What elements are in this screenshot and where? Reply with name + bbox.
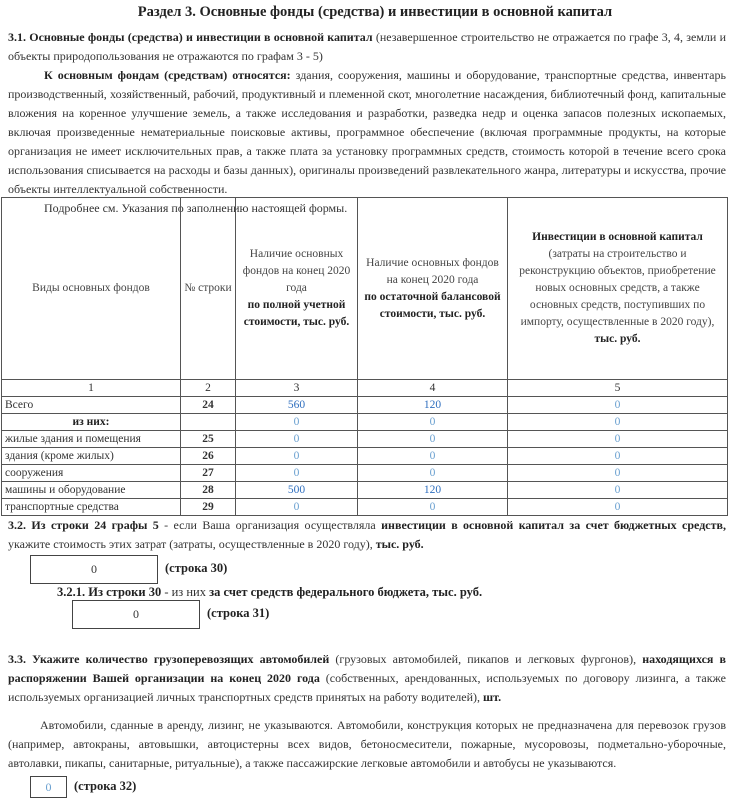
header-unit: тыс. руб. [594,333,641,345]
investments-cell[interactable]: 0 [508,482,728,499]
header-bold: по полной учетной стоимости, тыс. руб. [243,299,350,328]
s33-unit: шт. [480,690,502,704]
full-cost-cell[interactable]: 560 [236,397,358,414]
section-3-1-heading [8,28,726,66]
investments-cell[interactable]: 0 [508,499,728,516]
line-32-input[interactable]: 0 [30,776,67,798]
full-cost-cell[interactable]: 0 [236,465,358,482]
header-investments [508,198,728,380]
line-number-cell: 26 [181,448,236,465]
s321-bold: 3.2.1. Из строки 30 [57,585,162,599]
residual-cost-cell[interactable]: 0 [358,448,508,465]
line-32-label: (строка 32) [74,779,137,793]
s33-text: (собственных, арендованных, используемых по договору лизинга, а также используемых организацией личных транспортных средств принятых на работу водителей), [8,671,727,704]
col-number: 3 [236,380,358,397]
table-row [2,414,728,431]
section-title: Раздел 3. Основные фонды (средства) и инвестиции в основной капитал [137,4,613,20]
residual-cost-cell[interactable]: 120 [358,482,508,499]
full-cost-cell[interactable]: 0 [236,499,358,516]
asset-type-cell: сооружения [2,465,181,482]
s32-text: укажите стоимость этих затрат (затраты, осуществленные в 2020 году), [8,537,373,551]
residual-cost-cell[interactable]: 0 [358,465,508,482]
full-cost-cell[interactable]: 0 [236,431,358,448]
investments-cell[interactable]: 0 [508,448,728,465]
table-row [2,465,728,482]
table-row [2,482,728,499]
line-31-input[interactable]: 0 [72,600,200,629]
fixed-assets-table [1,197,728,516]
s32-text: - если Ваша организация осуществляла [158,518,382,532]
s32-unit: тыс. руб. [372,537,424,551]
definition-text: здания, сооружения, машины и оборудование, транспортные средства, инвентарь производственный, хозяйственный, рабочий, продуктивный и племенной скот, многолетние насаждения, библиотечный фонд, капитальные вложения на коренное улучшение земель, а также исследования и разработки, разведка недр и оценка запасов полезных ископаемых, включая произведенные нематериальные поисковые активы, программное обеспечение (включая программные продукты, на которые организация не имеет исключительных прав, а также плата за установку программных средств, стоимость которой в течение всего срока использования списывается на расходы и базы данных), оригиналы произведений развлекательного жанра, литературы и искусства, прочие объекты интеллектуальной собственности. [8,68,726,196]
investments-cell[interactable]: 0 [508,431,728,448]
s321-bold: за счет средств федерального бюджета, тыс. руб. [209,585,483,599]
header-bold: по остаточной балансовой стоимости, тыс. руб. [364,290,501,320]
s32-bold: 3.2. Из строки 24 графы 5 [8,518,159,532]
table-row [2,397,728,414]
s33-text: (грузовых автомобилей, пикапов и легковых фургонов), [329,652,643,666]
table-header-row [2,198,728,380]
section-3-2-1 [57,585,482,600]
header-residual-cost [358,198,508,380]
header-text: Наличие основных фондов на конец 2020 года [242,248,351,294]
header-text: Наличие основных фондов на конец 2020 года [366,256,499,286]
header-bold: Инвестиции в основной капитал [532,231,703,243]
more-info-note: Подробнее см. Указания по заполнению настоящей формы. [44,201,348,215]
s32-bold: инвестиции в основной капитал за счет бюджетных средств, [381,518,726,532]
residual-cost-cell[interactable]: 0 [358,414,508,431]
line-number-cell: 29 [181,499,236,516]
line-31-label: (строка 31) [207,606,270,620]
asset-type-cell: здания (кроме жилых) [2,448,181,465]
investments-cell[interactable]: 0 [508,465,728,482]
asset-type-cell: транспортные средства [2,499,181,516]
asset-type-cell: жилые здания и помещения [2,431,181,448]
line-30-label: (строка 30) [165,561,228,575]
col-number: 5 [508,380,728,397]
investments-cell[interactable]: 0 [508,414,728,431]
section-3-1 [8,28,726,218]
header-line-number: № строки [181,198,236,380]
heading-note: (незавершенное строительство не отражается по графе 3, 4, земли и объекты природопользования не отражаются по графам 3 - 5) [8,30,726,63]
residual-cost-cell[interactable]: 120 [358,397,508,414]
section-3-3 [8,650,726,707]
residual-cost-cell[interactable]: 0 [358,431,508,448]
asset-type-cell: машины и оборудование [2,482,181,499]
table-row [2,448,728,465]
section-3-2 [8,516,726,554]
header-full-cost [236,198,358,380]
s321-text: - из них [161,585,210,599]
full-cost-cell[interactable]: 500 [236,482,358,499]
heading-bold: 3.1. Основные фонды (средства) и инвестиции в основной капитал [8,30,373,44]
s33-bold: находящихся в распоряжении Вашей организации на конец 2020 года [8,652,727,685]
line-number-cell: 24 [181,397,236,414]
full-cost-cell[interactable]: 0 [236,414,358,431]
table-row [2,431,728,448]
table-row [2,499,728,516]
col-number: 4 [358,380,508,397]
residual-cost-cell[interactable]: 0 [358,499,508,516]
line-number-cell [181,414,236,431]
line-30-input[interactable]: 0 [30,555,158,584]
col-number: 1 [2,380,181,397]
line-number-cell: 27 [181,465,236,482]
header-asset-type: Виды основных фондов [2,198,181,380]
asset-type-cell: Всего [2,397,181,414]
col-number: 2 [181,380,236,397]
line-number-cell: 25 [181,431,236,448]
fixed-assets-definition [8,66,726,199]
full-cost-cell[interactable]: 0 [236,448,358,465]
definition-bold: К основным фондам (средствам) относятся: [44,68,291,82]
investments-cell[interactable]: 0 [508,397,728,414]
header-text: (затраты на строительство и реконструкцию объектов, приобретение новых основных средств, а также основных средств, поступивших по импорту, осуществленные в 2020 году), [519,248,716,328]
s33-bold: 3.3. Укажите количество грузоперевозящих автомобилей [8,652,330,666]
column-numbers-row [2,380,728,397]
asset-type-cell: из них: [2,414,181,431]
vehicles-note: Автомобили, сданные в аренду, лизинг, не указываются. Автомобили, конструкция которых не предназначена для перевозок грузов (например, автокраны, автовышки, автоцистерны всех видов, бетоносмесители, пожарные, мусоровозы, подметально-уборочные, автолавки, пикапы, санитарные, ритуальные), а также пассажирские легковые автомобили и автобусы не указываются. [8,718,726,770]
line-number-cell: 28 [181,482,236,499]
